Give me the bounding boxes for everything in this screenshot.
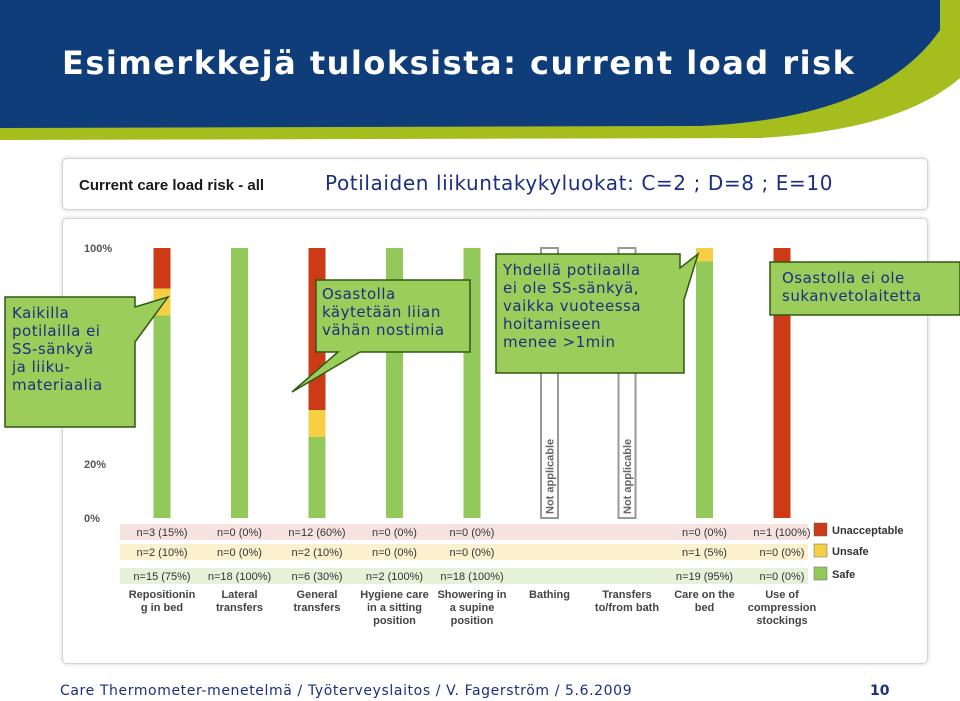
category-label: transfers <box>215 602 264 614</box>
category-label: compression <box>747 602 817 614</box>
data-label: n=0 (0%) <box>217 547 262 559</box>
category-label: transfers <box>293 602 341 614</box>
footer-citation: Care Thermometer-menetelmä / Työterveyslaitos / V. Fagerström / 5.6.2009 <box>60 683 633 699</box>
data-label: n=0 (0%) <box>759 571 805 583</box>
category-label: position <box>450 615 494 627</box>
data-label: n=0 (0%) <box>372 547 417 559</box>
data-label: n=2 (10%) <box>291 547 343 559</box>
data-label: n=2 (100%) <box>365 571 424 583</box>
category-label: Showering in <box>437 589 507 601</box>
category-label: g in bed <box>140 602 184 614</box>
data-label: n=0 (0%) <box>449 527 495 539</box>
category-label: stockings <box>756 615 808 627</box>
callout-one-patient-no-bed: Yhdellä potilaalla ei ole SS-sänkyä, vaikka vuoteessa hoitamiseen menee >1min <box>503 261 642 351</box>
data-label: n=6 (30%) <box>291 571 343 583</box>
data-label: n=18 (100%) <box>440 571 504 583</box>
not-applicable-label: Not applicable <box>544 438 557 514</box>
data-label: n=0 (0%) <box>449 547 495 559</box>
category-label: in a sitting <box>367 602 422 614</box>
data-label: n=2 (10%) <box>136 547 188 559</box>
data-label: n=19 (95%) <box>675 571 734 583</box>
legend-label: Unsafe <box>832 546 869 558</box>
category-label: Use of <box>765 589 799 601</box>
data-label: n=0 (0%) <box>217 527 262 539</box>
category-label: Transfers <box>602 589 652 601</box>
data-label: n=12 (60%) <box>288 527 346 539</box>
category-label: Lateral <box>221 589 258 601</box>
category-label: to/from bath <box>594 602 660 614</box>
callout-no-stocking-aid: Osastolla ei ole sukanvetolaitetta <box>782 269 922 305</box>
category-label: Bathing <box>529 589 570 601</box>
callout-too-few-lifts: Osastolla käytetään liian vähän nostimia <box>322 285 445 339</box>
legend-label: Safe <box>832 569 856 581</box>
y-tick-label: 20% <box>84 459 107 471</box>
chart-title: Current care load risk - all <box>79 177 265 194</box>
category-label: General <box>296 589 338 601</box>
data-label: n=0 (0%) <box>759 547 805 559</box>
category-label: a supine <box>449 602 495 614</box>
category-label: Repositionin <box>128 589 196 601</box>
category-label: bed <box>694 602 715 614</box>
data-label: n=1 (100%) <box>753 527 811 539</box>
data-label: n=0 (0%) <box>372 527 417 539</box>
legend-label: Unacceptable <box>832 525 904 537</box>
slide-title: Esimerkkejä tuloksista: current load risk <box>62 44 856 82</box>
category-label: position <box>373 615 416 627</box>
y-tick-label: 0% <box>84 513 100 525</box>
mobility-classes-text: Potilaiden liikuntakykyluokat: C=2 ; D=8 ; E=10 <box>325 171 834 195</box>
data-label: n=0 (0%) <box>682 527 727 539</box>
callout-no-beds: Kaikilla potilailla ei SS-sänkyä ja liiku- materiaalia <box>12 304 103 394</box>
not-applicable-label: Not applicable <box>622 438 634 514</box>
data-label: n=18 (100%) <box>207 571 272 583</box>
page-number: 10 <box>870 683 890 699</box>
y-tick-label: 100% <box>84 243 113 255</box>
data-label: n=15 (75%) <box>133 571 191 583</box>
category-label: Hygiene care <box>360 589 429 601</box>
data-label: n=3 (15%) <box>136 527 188 539</box>
category-label: Care on the <box>674 589 735 601</box>
data-label: n=1 (5%) <box>682 547 727 559</box>
